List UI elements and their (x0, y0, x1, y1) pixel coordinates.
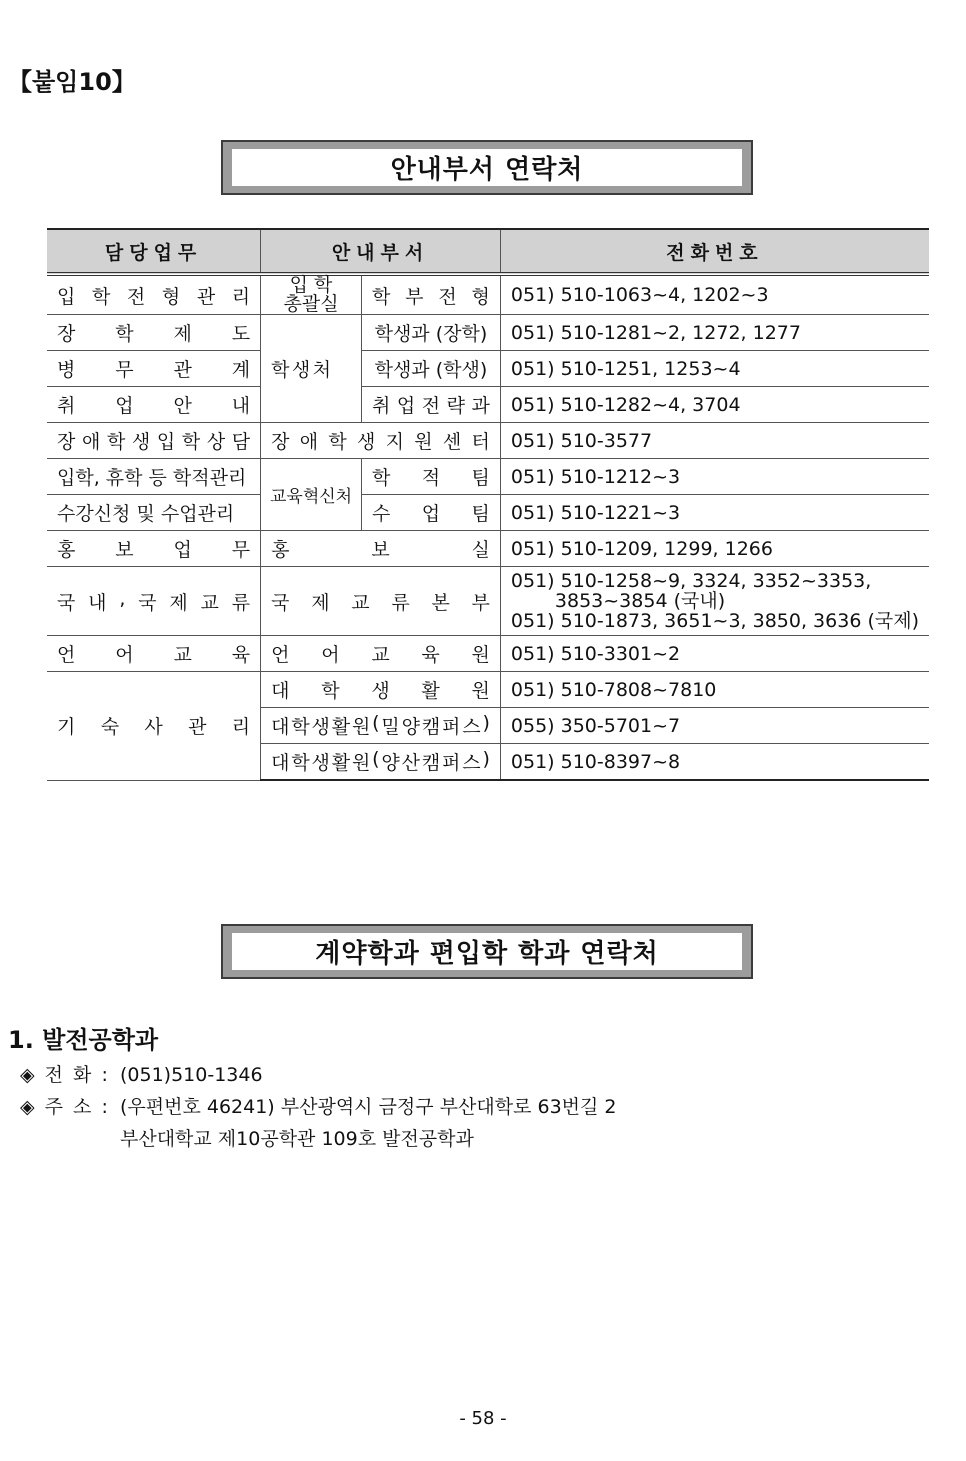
phone-cell: 055) 350-5701~7 (500, 708, 929, 744)
table-header-row (47, 229, 929, 274)
address-info (20, 1092, 617, 1119)
title-box-contract (221, 924, 753, 979)
address-info-2 (120, 1124, 474, 1151)
phone-info (20, 1060, 263, 1087)
table-row (47, 387, 929, 423)
dept-cell: 언 어 교 육 원 (271, 644, 490, 666)
phone-cell: 051) 510-1063~4, 1202~3 (500, 274, 929, 315)
dept-cell: 대 학 생 활 원 ( 양 산 캠 퍼 스 ) (271, 748, 490, 774)
title-contacts: 안내부서 연락처 (232, 149, 742, 186)
table-row (47, 531, 929, 567)
table-row (47, 636, 929, 672)
dept-cell: 대 학 생 활 원 (271, 680, 490, 702)
task-cell: 병 무 관 계 (57, 359, 251, 381)
dept-cell: 홍 보 실 (271, 539, 490, 561)
task-cell: 수강신청 및 수업관리 (47, 495, 261, 531)
phone-cell: 051) 510-3301~2 (500, 636, 929, 672)
task-cell: 언 어 교 육 (57, 644, 251, 666)
dept-cell: 학 적 팀 (371, 467, 490, 489)
dept-cell: 국 제 교 류 본 부 (271, 591, 490, 614)
phone-cell: 051) 510-1212~3 (500, 459, 929, 495)
phone-line: 051) 510-1258~9, 3324, 3352~3353, (510, 570, 872, 592)
table-row (47, 459, 929, 495)
title-contract-dept: 계약학과 편입학 학과 연락처 (232, 933, 742, 970)
phone-cell: 051) 510-1282~4, 3704 (500, 387, 929, 423)
task-cell: 장 애 학 생 입 학 상 담 (57, 431, 251, 453)
dept-group-cell: 교육혁신처 (261, 459, 362, 531)
dept-cell: 대 학 생 활 원 ( 밀 양 캠 퍼 스 ) (271, 712, 490, 738)
phone-cell: 051) 510-1209, 1299, 1266 (500, 531, 929, 567)
dept-cell: 장 애 학 생 지 원 센 터 (271, 431, 490, 453)
task-cell: 국 내 , 국 제 교 류 (57, 587, 251, 614)
contacts-table (47, 228, 929, 781)
table-row (47, 423, 929, 459)
table-row (47, 567, 929, 636)
task-cell: 홍 보 업 무 (57, 539, 251, 561)
table-row (47, 351, 929, 387)
address-label: ◈ 주 소 : (20, 1096, 110, 1118)
phone-cell (500, 567, 929, 636)
task-cell: 입 학 전 형 관 리 (57, 285, 251, 308)
dept-cell: 학 부 전 형 (371, 285, 490, 308)
phone-cell: 051) 510-7808~7810 (500, 672, 929, 708)
title-box-contacts (221, 140, 753, 195)
dept-group-cell: 입 학 총괄실 (261, 274, 362, 315)
dept-group-cell: 학 생 처 (271, 359, 331, 381)
address-line1: (우편번호 46241) 부산광역시 금정구 부산대학로 63번길 2 (120, 1096, 617, 1118)
dept-cell: 학생과 (장학) (361, 315, 500, 351)
phone-line: 051) 510-1873, 3651~3, 3850, 3636 (국제) (510, 610, 919, 632)
table-row (47, 495, 929, 531)
phone-line: 3853~3854 (국내) (554, 590, 726, 612)
task-cell: 기 숙 사 관 리 (57, 716, 251, 739)
task-cell: 입학, 휴학 등 학적관리 (47, 459, 261, 495)
dept-cell: 학생과 (학생) (361, 351, 500, 387)
task-cell: 취 업 안 내 (57, 395, 251, 417)
header-task: 담당업무 (47, 229, 261, 274)
table-row (47, 672, 929, 708)
phone-cell: 051) 510-1221~3 (500, 495, 929, 531)
section-heading: 1. 발전공학과 (8, 1026, 159, 1054)
address-line2: 부산대학교 제10공학관 109호 발전공학과 (120, 1128, 474, 1150)
dept-cell: 취 업 전 략 과 (371, 395, 490, 417)
phone-cell: 051) 510-8397~8 (500, 744, 929, 781)
task-cell: 장 학 제 도 (57, 323, 251, 345)
header-phone: 전화번호 (500, 229, 929, 274)
table-row (47, 315, 929, 351)
dept-cell: 수 업 팀 (371, 503, 490, 525)
phone-cell: 051) 510-1251, 1253~4 (500, 351, 929, 387)
phone-label: ◈ 전 화 : (20, 1064, 110, 1086)
page-number: - 58 - (459, 1408, 507, 1429)
phone-cell: 051) 510-3577 (500, 423, 929, 459)
attachment-label: 【붙임10】 (8, 68, 136, 96)
table-row (47, 274, 929, 315)
header-dept: 안내부서 (261, 229, 501, 274)
phone-value: (051)510-1346 (120, 1064, 263, 1086)
phone-cell: 051) 510-1281~2, 1272, 1277 (500, 315, 929, 351)
